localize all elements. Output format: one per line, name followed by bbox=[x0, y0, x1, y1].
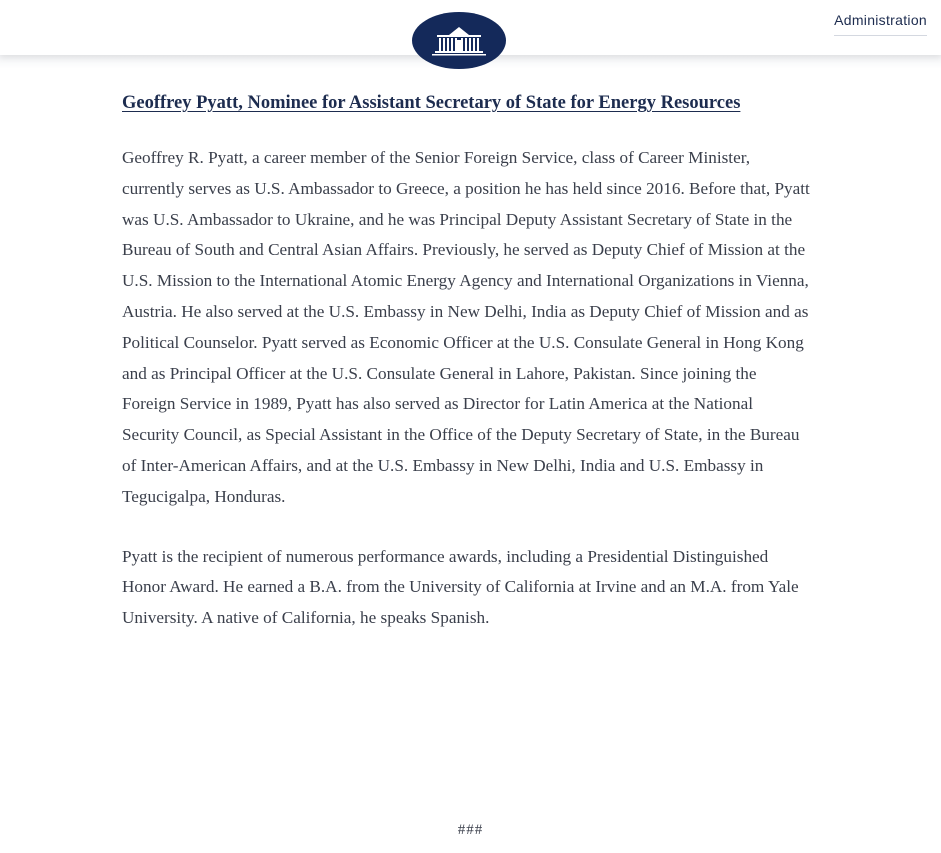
nav-administration-link[interactable]: Administration bbox=[834, 12, 927, 36]
end-of-release-mark: ### bbox=[457, 822, 484, 838]
article-paragraph: Pyatt is the recipient of numerous performance awards, including a Presidential Distinguished Honor Award. He earned a B.A. from the University of California at Irvine and an M.A. from Yale University. A native of California, he speaks Spanish. bbox=[122, 546, 799, 628]
article-heading-link[interactable]: Geoffrey Pyatt, Nominee for Assistant Secretary of State for Energy Resources bbox=[122, 93, 741, 113]
white-house-icon bbox=[427, 24, 491, 58]
article-body bbox=[122, 88, 812, 663]
article-paragraph: Geoffrey R. Pyatt, a career member of the Senior Foreign Service, class of Career Minister, currently serves as U.S. Ambassador to Greece, a position he has held since 2016. Before that, Pyatt was U.S. Ambassador to Ukraine, and he was Principal Deputy Assistant Secretary of State in the Bureau of South and Central Asian Affairs. Previously, he served as Deputy Chief of Mission at the U.S. Mission to the International Atomic Energy Agency and International Organizations in Vienna, Austria. He also served at the U.S. Embassy in New Delhi, India as Deputy Chief of Mission and as Political Counselor. Pyatt served as Economic Officer at the U.S. Consulate General in Hong Kong and as Principal Officer at the U.S. Consulate General in Lahore, Pakistan. Since joining the Foreign Service in 1989, Pyatt has also served as Director for Latin America at the National Security Council, as Special Assistant in the Office of the Deputy Secretary of State, in the Bureau of Inter-American Affairs, and at the U.S. Embassy in New Delhi, India and U.S. Embassy in Tegucigalpa, Honduras. bbox=[122, 148, 810, 506]
white-house-logo[interactable] bbox=[412, 12, 506, 69]
